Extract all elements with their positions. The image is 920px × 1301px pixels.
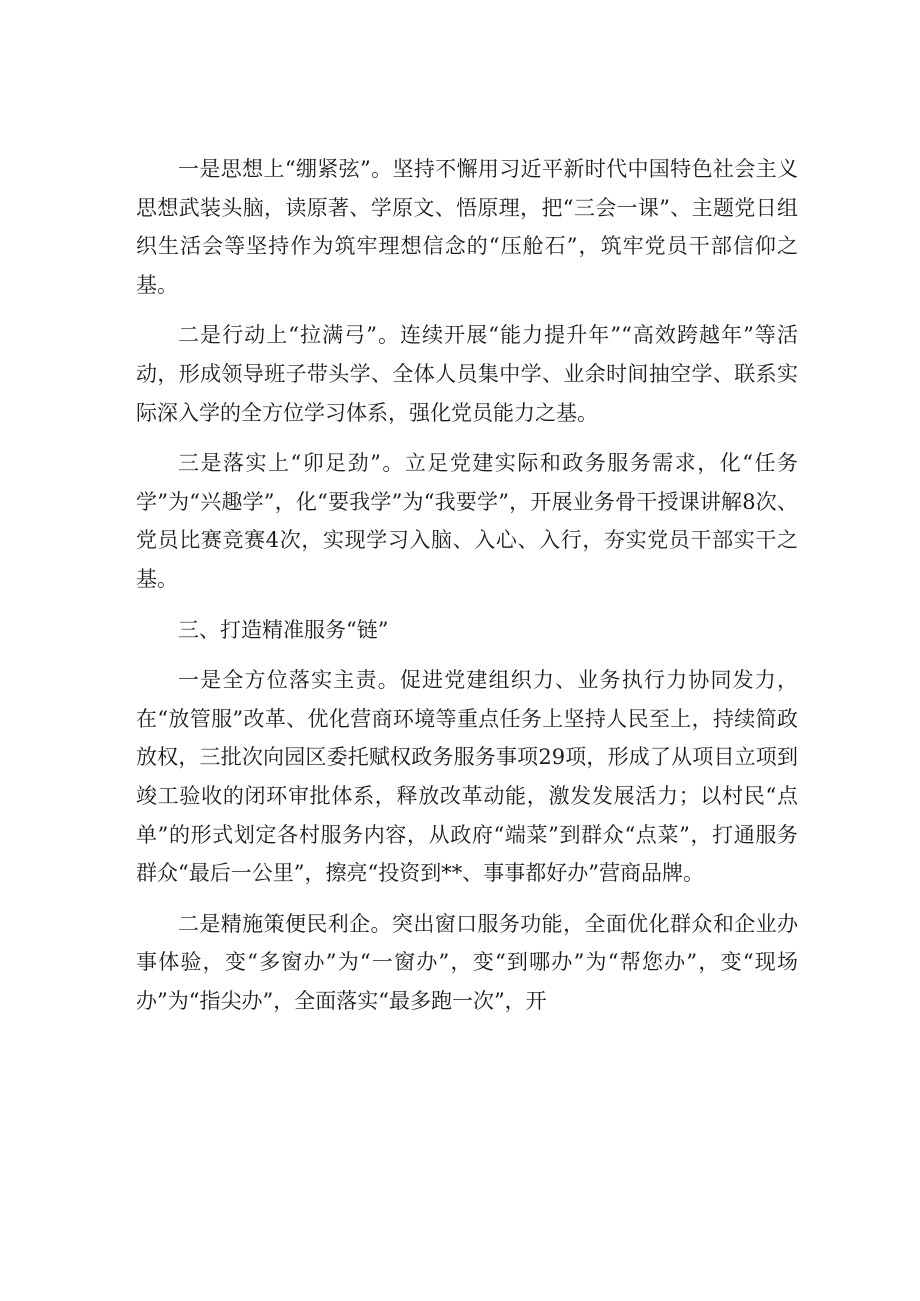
paragraph-responsibility: 一是全方位落实主责。促进党建组织力、业务执行力协同发力，在“放管服”改革、优化营商环境等重点任务上坚持人民至上，持续简政放权，三批次向园区委托赋权政务服务事项29项，形成了从项目立项到竣工验收的闭环审批体系，释放改革动能，激发发展活力；以村民“点单”的形式划定各村服务内容，从政府“端菜”到群众“点菜”，打通服务群众“最后一公里”，擦亮“投资到**、事事都好办”营商品牌。: [136, 668, 798, 886]
document-page: [136, 150, 798, 1020]
paragraph-convenience: 二是精施策便民利企。突出窗口服务功能，全面优化群众和企业办事体验，变“多窗办”为“一窗办”，变“到哪办”为“帮您办”，变“现场办”为“指尖办”，全面落实“最多跑一次”，开: [136, 911, 798, 1013]
section-heading-service-chain: 三、打造精准服务“链”: [178, 617, 389, 642]
paragraph-ideology: 一是思想上“绷紧弦”。坚持不懈用习近平新时代中国特色社会主义思想武装头脑，读原著、学原文、悟原理，把“三会一课”、主题党日组织生活会等坚持作为筑牢理想信念的“压舱石”，筑牢党员干部信仰之基。: [136, 157, 798, 297]
paragraph-implementation: 三是落实上“卯足劲”。立足党建实际和政务服务需求，化“任务学”为“兴趣学”，化“要我学”为“我要学”，开展业务骨干授课讲解8次、党员比赛竞赛4次，实现学习入脑、入心、入行，夯实党员干部实干之基。: [136, 451, 798, 591]
paragraph-action: 二是行动上“拉满弓”。连续开展“能力提升年”“高效跨越年”等活动，形成领导班子带头学、全体人员集中学、业余时间抽空学、联系实际深入学的全方位学习体系，强化党员能力之基。: [136, 323, 798, 425]
